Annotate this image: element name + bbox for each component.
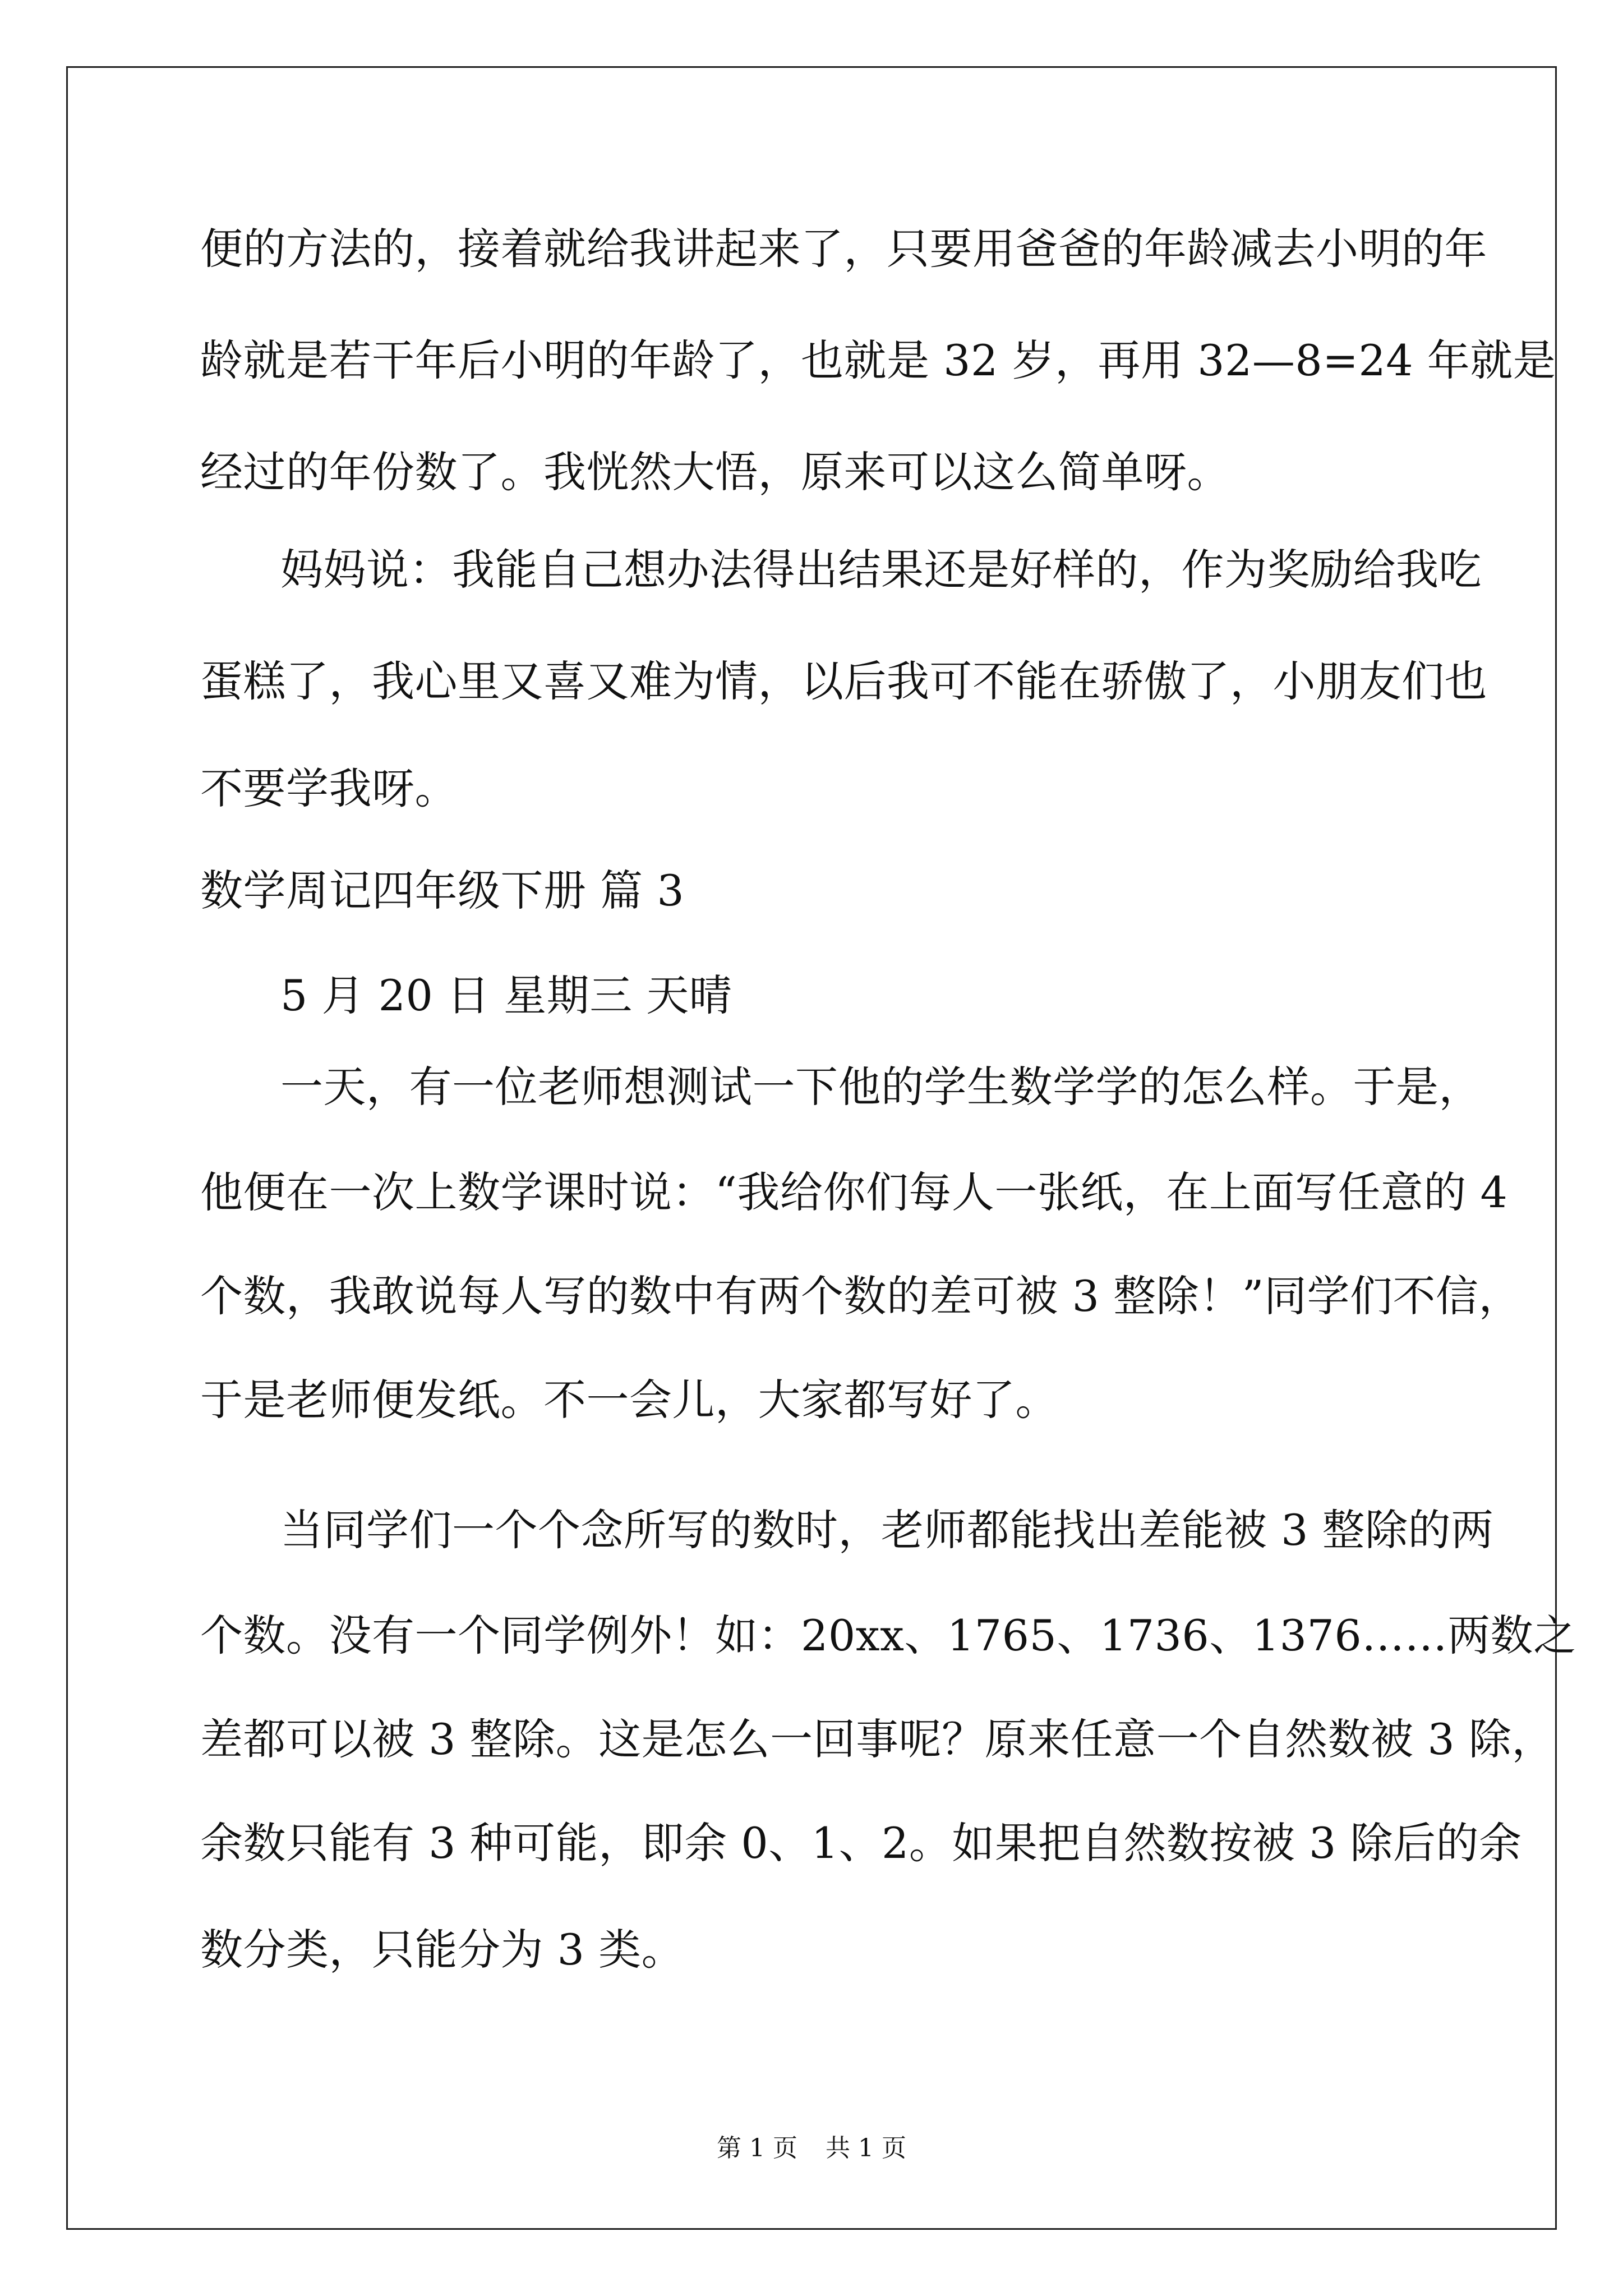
paragraph-line: 蛋糕了，我心里又喜又难为情，以后我可不能在骄傲了，小朋友们也 — [200, 656, 1487, 706]
paragraph-line: 余数只能有 3 种可能，即余 0、1、2。如果把自然数按被 3 除后的余 — [200, 1818, 1522, 1868]
paragraph-line: 不要学我呀。 — [200, 763, 458, 813]
diary-date: 5 月 20 日 星期三 天晴 — [280, 970, 732, 1020]
section-heading: 数学周记四年级下册 篇 3 — [200, 866, 685, 915]
page-number: 第 1 页 — [717, 2134, 797, 2162]
page-total: 共 1 页 — [826, 2134, 906, 2162]
paragraph-line: 经过的年份数了。我恍然大悟，原来可以这么简单呀。 — [200, 447, 1230, 497]
paragraph-line: 个数。没有一个同学例外！如：20xx、1765、1736、1376……两数之 — [200, 1611, 1576, 1660]
paragraph-line: 妈妈说：我能自己想办法得出结果还是好样的，作为奖励给我吃 — [280, 545, 1482, 595]
paragraph-line: 便的方法的，接着就给我讲起来了，只要用爸爸的年龄减去小明的年 — [200, 224, 1487, 274]
paragraph-line: 龄就是若干年后小明的年龄了，也就是 32 岁，再用 32—8=24 年就是 — [200, 335, 1556, 385]
paragraph-line: 当同学们一个个念所写的数时，老师都能找出差能被 3 整除的两 — [280, 1505, 1494, 1555]
paragraph-line: 一天，有一位老师想测试一下他的学生数学学的怎么样。于是， — [280, 1062, 1482, 1112]
page-border — [66, 66, 1557, 2230]
paragraph-line: 数分类，只能分为 3 类。 — [200, 1925, 685, 1975]
paragraph-line: 于是老师便发纸。不一会儿，大家都写好了。 — [200, 1375, 1058, 1425]
paragraph-line: 个数，我敢说每人写的数中有两个数的差可被 3 整除！”同学们不信， — [200, 1271, 1522, 1321]
paragraph-line: 他便在一次上数学课时说：“我给你们每人一张纸，在上面写任意的 4 — [200, 1167, 1508, 1217]
page-footer — [0, 2132, 1623, 2165]
paragraph-line: 差都可以被 3 整除。这是怎么一回事呢？原来任意一个自然数被 3 除， — [200, 1714, 1555, 1764]
